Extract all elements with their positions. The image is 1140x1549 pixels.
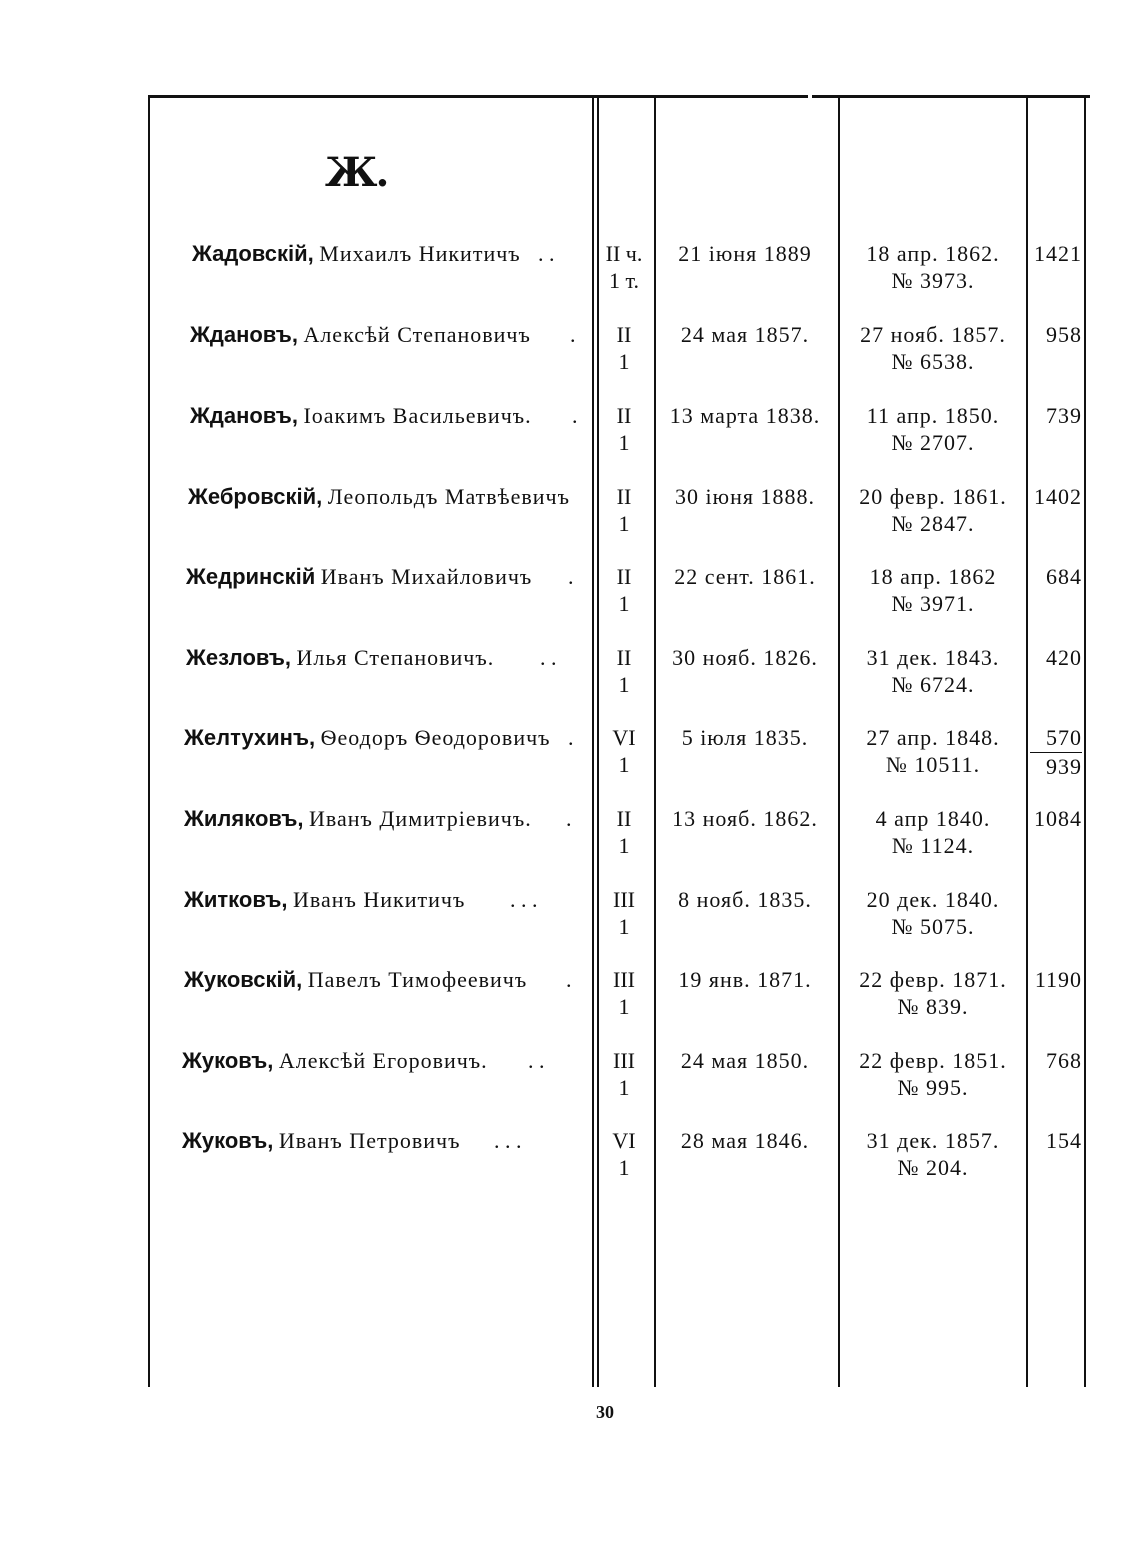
leader-dots: . . — [538, 241, 555, 266]
record-number: № 2847. — [891, 511, 975, 536]
surname: Жадовскій, — [192, 241, 314, 266]
volume-line: 1 — [618, 1075, 630, 1100]
table-row — [0, 805, 1140, 885]
table-row — [0, 1127, 1140, 1207]
surname: Жезловъ, — [186, 645, 292, 670]
record-number: № 3973. — [891, 268, 975, 293]
date-cell: 13 марта 1838. — [669, 403, 821, 428]
part-line: III — [613, 967, 635, 992]
part-cell — [600, 402, 648, 456]
number-cell: 768 — [1046, 1048, 1082, 1073]
date-cell: 8 нояб. 1835. — [678, 887, 812, 912]
record-cell — [838, 966, 1028, 1020]
leader-dots: . . — [540, 645, 557, 670]
record-date: 18 апр. 1862 — [869, 564, 997, 589]
leader-dots: . — [568, 564, 574, 589]
date-cell: 30 нояб. 1826. — [672, 645, 818, 670]
name-cell — [188, 483, 598, 510]
date-cell: 13 нояб. 1862. — [672, 806, 818, 831]
given-name: Алексѣй Егоровичъ. — [278, 1048, 488, 1073]
date-cell: 22 сент. 1861. — [674, 564, 816, 589]
leader-dots: . . — [528, 1048, 545, 1073]
record-number: № 6724. — [891, 672, 975, 697]
leader-dots: . — [568, 725, 574, 750]
surname: Житковъ, — [184, 887, 288, 912]
part-line: III — [613, 887, 635, 912]
record-number: № 995. — [897, 1075, 969, 1100]
number-cell — [1030, 724, 1082, 780]
record-cell — [838, 240, 1028, 294]
table-row — [0, 321, 1140, 401]
surname: Жуковъ, — [182, 1128, 274, 1153]
date-cell: 28 мая 1846. — [680, 1128, 810, 1153]
table-row — [0, 402, 1140, 482]
surname: Жуковскій, — [184, 967, 303, 992]
part-line: II — [616, 484, 632, 509]
part-line: VI — [612, 725, 636, 750]
record-cell — [838, 724, 1028, 778]
part-line: II — [616, 645, 632, 670]
volume-line: 1 — [618, 752, 630, 777]
record-cell — [838, 1047, 1028, 1101]
number-cell: 684 — [1046, 564, 1082, 589]
given-name: Леопольдъ Матвѣевичъ — [327, 484, 570, 509]
top-rule-right — [812, 95, 1090, 98]
part-line: II — [616, 322, 632, 347]
part-line: II — [616, 564, 632, 589]
leader-dots: . . . — [510, 887, 538, 912]
name-cell — [184, 805, 594, 832]
volume-line: 1 т. — [609, 268, 639, 293]
top-rule-left — [148, 95, 808, 98]
volume-line: 1 — [618, 994, 630, 1019]
record-number: № 10511. — [885, 752, 981, 777]
given-name: Алексѣй Степановичъ — [303, 322, 531, 347]
record-cell — [838, 402, 1028, 456]
number-cell: 958 — [1046, 322, 1082, 347]
record-date: 4 апр 1840. — [875, 806, 991, 831]
given-name: Иванъ Димитріевичъ. — [309, 806, 532, 831]
table-row — [0, 886, 1140, 966]
record-date: 20 февр. 1861. — [859, 484, 1007, 509]
date-cell: 21 іюня 1889 — [678, 241, 812, 266]
record-date: 20 дек. 1840. — [866, 887, 1000, 912]
part-cell — [600, 805, 648, 859]
name-cell — [186, 644, 596, 671]
surname: Ждановъ, — [190, 403, 298, 428]
part-line: VI — [612, 1128, 636, 1153]
leader-dots: . — [566, 967, 572, 992]
given-name: Иванъ Петровичъ — [278, 1128, 461, 1153]
part-line: II — [616, 806, 632, 831]
table-row — [0, 966, 1140, 1046]
record-number: № 839. — [897, 994, 969, 1019]
part-line: II — [616, 403, 632, 428]
given-name: Іоакимъ Васильевичъ. — [303, 403, 532, 428]
number-cell: 1084 — [1034, 806, 1082, 831]
number-cell: 1190 — [1034, 967, 1082, 992]
part-cell — [600, 724, 648, 778]
date-cell: 24 мая 1857. — [680, 322, 810, 347]
page-number: 30 — [596, 1402, 614, 1422]
name-cell — [182, 1127, 592, 1154]
given-name: Иванъ Никитичъ — [292, 887, 466, 912]
name-cell — [184, 724, 594, 751]
volume-line: 1 — [618, 672, 630, 697]
record-date: 31 дек. 1843. — [866, 645, 1000, 670]
name-cell — [190, 321, 600, 348]
number-cell: 1421 — [1034, 241, 1082, 266]
date-cell: 19 янв. 1871. — [678, 967, 812, 992]
record-number: № 2707. — [891, 430, 975, 455]
given-name: Михаилъ Никитичъ — [319, 241, 521, 266]
record-number: № 6538. — [891, 349, 975, 374]
record-date: 22 февр. 1871. — [859, 967, 1007, 992]
name-cell — [186, 563, 596, 590]
part-cell — [600, 966, 648, 1020]
volume-line: 1 — [618, 349, 630, 374]
part-cell — [600, 886, 648, 940]
surname: Жедринскій — [186, 564, 316, 589]
date-cell: 24 мая 1850. — [680, 1048, 810, 1073]
record-cell — [838, 886, 1028, 940]
leader-dots: . — [570, 322, 576, 347]
volume-line: 1 — [618, 511, 630, 536]
record-date: 27 апр. 1848. — [866, 725, 1000, 750]
record-date: 11 апр. 1850. — [866, 403, 1000, 428]
given-name: Ѳеодоръ Ѳеодоровичъ — [320, 725, 551, 750]
number-primary: 570 — [1046, 725, 1082, 750]
number-cell: 739 — [1046, 403, 1082, 428]
record-cell — [838, 483, 1028, 537]
surname: Ждановъ, — [190, 322, 298, 347]
volume-line: 1 — [618, 833, 630, 858]
volume-line: 1 — [618, 1155, 630, 1180]
record-number: № 204. — [897, 1155, 969, 1180]
surname: Желтухинъ, — [184, 725, 316, 750]
leader-dots: . . . — [494, 1128, 522, 1153]
table-row — [0, 483, 1140, 563]
number-cell: 1402 — [1034, 484, 1082, 509]
table-row — [0, 240, 1140, 320]
record-date: 27 нояб. 1857. — [860, 322, 1006, 347]
table-row — [0, 644, 1140, 724]
record-cell — [838, 563, 1028, 617]
surname: Жебровскій, — [188, 484, 323, 509]
record-date: 31 дек. 1857. — [866, 1128, 1000, 1153]
given-name: Павелъ Тимофеевичъ — [307, 967, 528, 992]
record-cell — [838, 321, 1028, 375]
table-row — [0, 563, 1140, 643]
name-cell — [184, 966, 594, 993]
table-row — [0, 724, 1140, 804]
part-cell — [600, 1047, 648, 1101]
surname: Жуковъ, — [182, 1048, 274, 1073]
record-cell — [838, 1127, 1028, 1181]
volume-line: 1 — [618, 591, 630, 616]
record-date: 22 февр. 1851. — [859, 1048, 1007, 1073]
given-name: Илья Степановичъ. — [296, 645, 495, 670]
record-number: № 5075. — [891, 914, 975, 939]
volume-line: 1 — [618, 430, 630, 455]
record-number: № 1124. — [891, 833, 975, 858]
part-cell — [600, 240, 648, 294]
record-number: № 3971. — [891, 591, 975, 616]
number-cell: 154 — [1046, 1128, 1082, 1153]
record-date: 18 апр. 1862. — [866, 241, 1000, 266]
number-secondary: 939 — [1030, 752, 1082, 780]
part-cell — [600, 644, 648, 698]
part-cell — [600, 1127, 648, 1181]
given-name: Иванъ Михайловичъ — [320, 564, 533, 589]
part-cell — [600, 563, 648, 617]
number-cell: 420 — [1046, 645, 1082, 670]
record-cell — [838, 644, 1028, 698]
surname: Жиляковъ, — [184, 806, 304, 831]
part-cell — [600, 321, 648, 375]
table-row — [0, 1047, 1140, 1127]
part-line: II ч. — [605, 241, 643, 266]
volume-line: 1 — [618, 914, 630, 939]
name-cell — [190, 402, 600, 429]
date-cell: 5 іюля 1835. — [681, 725, 809, 750]
record-cell — [838, 805, 1028, 859]
part-cell — [600, 483, 648, 537]
leader-dots: . — [566, 806, 572, 831]
part-line: III — [613, 1048, 635, 1073]
date-cell: 30 іюня 1888. — [675, 484, 815, 509]
section-letter-heading: Ж. — [325, 149, 388, 196]
leader-dots: . — [572, 403, 578, 428]
